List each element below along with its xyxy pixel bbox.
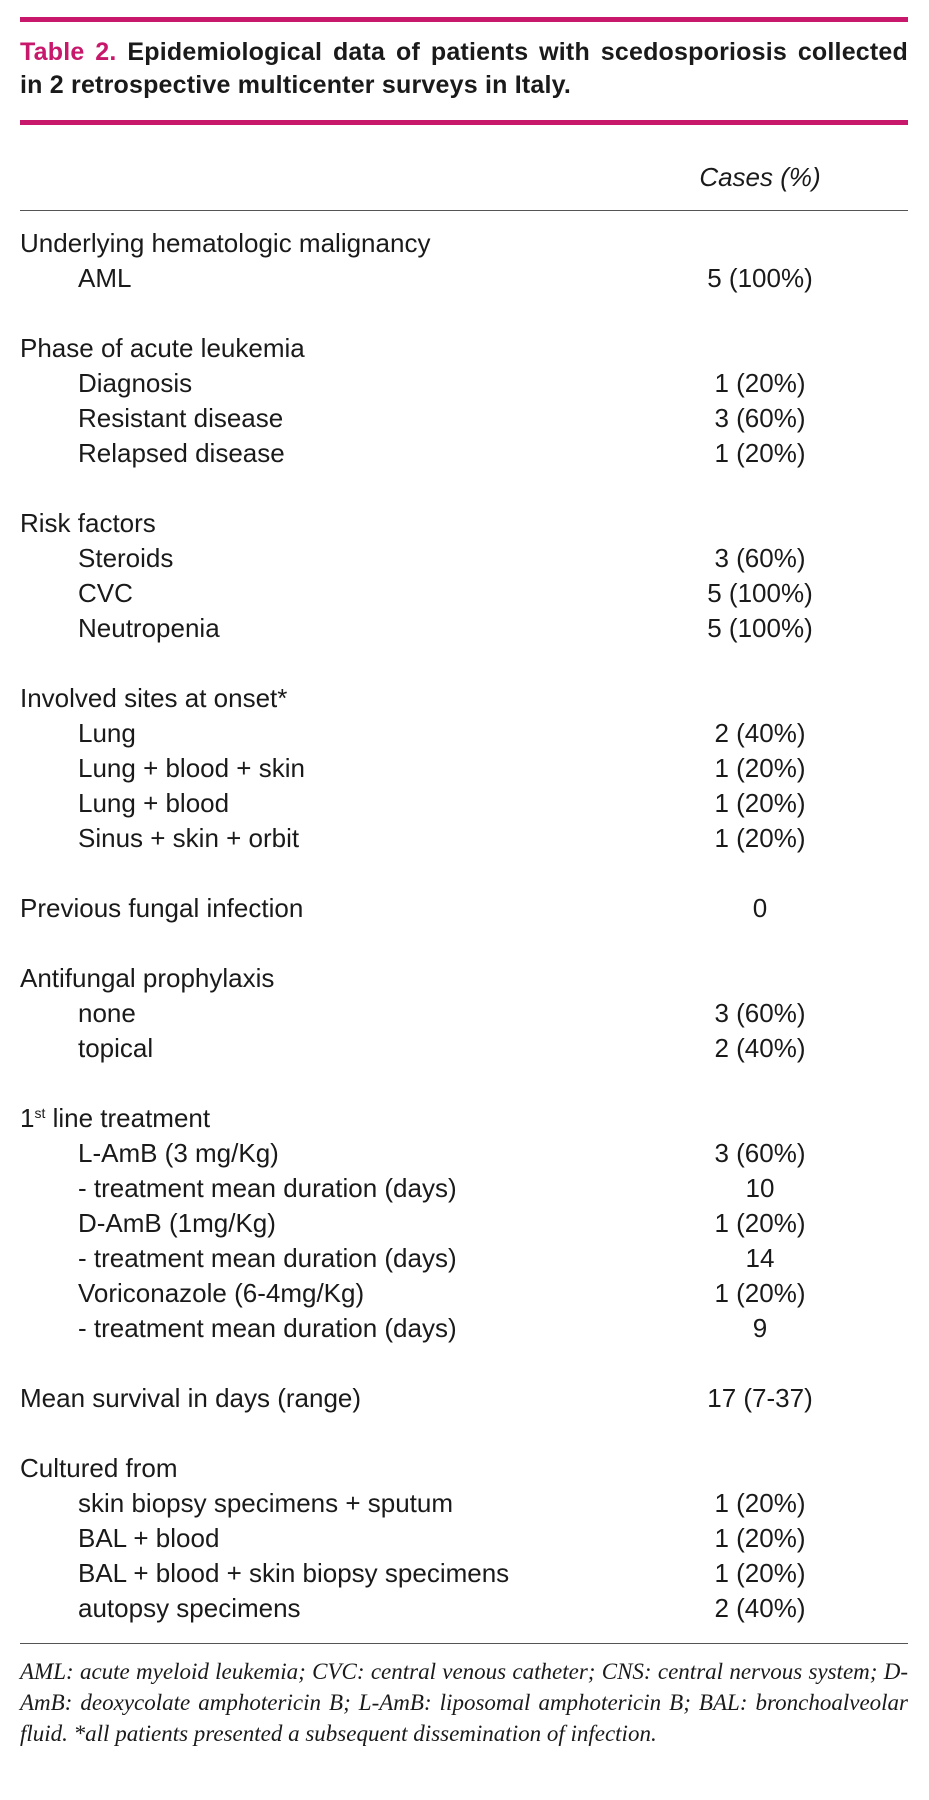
table-row	[20, 261, 908, 296]
row-value: 2 (40%)	[714, 1593, 806, 1623]
section-spacer	[20, 1416, 908, 1451]
caption-top-rule	[20, 17, 908, 22]
row-label: none	[78, 998, 136, 1028]
table-row	[20, 751, 908, 786]
section-title: Mean survival in days (range)	[20, 1383, 362, 1413]
row-value: 1 (20%)	[714, 1278, 806, 1308]
row-value: 5 (100%)	[707, 578, 813, 608]
row-label: Lung	[78, 718, 136, 748]
row-value: 1 (20%)	[714, 788, 806, 818]
section-title: Involved sites at onset*	[20, 683, 288, 713]
table-page	[20, 0, 908, 1800]
row-label: CVC	[78, 578, 133, 608]
row-value: 2 (40%)	[714, 1033, 806, 1063]
row-label: - treatment mean duration (days)	[78, 1313, 457, 1343]
row-label: topical	[78, 1033, 154, 1063]
table-row	[20, 576, 908, 611]
row-value: 3 (60%)	[714, 543, 806, 573]
section-header-row	[20, 891, 908, 926]
table-caption	[20, 36, 908, 102]
section-header-row	[20, 1101, 908, 1136]
row-label: D-AmB (1mg/Kg)	[78, 1208, 276, 1238]
caption-bottom-rule	[20, 120, 908, 125]
table-row	[20, 401, 908, 436]
section-spacer	[20, 471, 908, 506]
table-footnote: AML: acute myeloid leukemia; CVC: central venous catheter; CNS: central nervous system; D-AmB: deoxycolate amphotericin B; L-AmB: liposomal amphotericin B; BAL: bronchoalveolar fluid. *all patients presented a subsequent dissemination of infection.	[20, 1659, 908, 1746]
row-label: Lung + blood	[78, 788, 230, 818]
table-row	[20, 996, 908, 1031]
row-value: 1 (20%)	[714, 823, 806, 853]
table-row	[20, 1241, 908, 1276]
row-label: skin biopsy specimens + sputum	[78, 1488, 454, 1518]
row-value: 10	[745, 1173, 775, 1203]
section-header-row	[20, 331, 908, 366]
row-label: BAL + blood	[78, 1523, 220, 1553]
section-spacer	[20, 1346, 908, 1381]
section-value: 17 (7-37)	[707, 1383, 813, 1413]
table-row	[20, 1206, 908, 1241]
row-value: 1 (20%)	[714, 438, 806, 468]
section-title-text: line treatment	[45, 1103, 211, 1133]
row-label: Steroids	[78, 543, 174, 573]
footer-divider	[20, 1643, 908, 1644]
row-label: Lung + blood + skin	[78, 753, 305, 783]
table-row	[20, 1136, 908, 1171]
row-label: Sinus + skin + orbit	[78, 823, 300, 853]
caption-label: Table 2.	[20, 38, 117, 66]
row-value: 14	[745, 1243, 775, 1273]
section-header-row	[20, 681, 908, 716]
table-row	[20, 786, 908, 821]
row-label: Voriconazole (6-4mg/Kg)	[78, 1278, 365, 1308]
row-value: 9	[752, 1313, 768, 1343]
row-label: Relapsed disease	[78, 438, 285, 468]
section-spacer	[20, 646, 908, 681]
section-header-row	[20, 961, 908, 996]
column-header-cases: Cases (%)	[699, 162, 821, 192]
section-spacer	[20, 926, 908, 961]
section-title-number: 1	[20, 1103, 35, 1133]
section-header-row	[20, 226, 908, 261]
table-row	[20, 1521, 908, 1556]
row-value: 1 (20%)	[714, 753, 806, 783]
table-row	[20, 611, 908, 646]
table-row	[20, 1556, 908, 1591]
section-value: 0	[752, 893, 768, 923]
table-row	[20, 1311, 908, 1346]
section-header-row	[20, 1451, 908, 1486]
row-label: Diagnosis	[78, 368, 193, 398]
section-spacer	[20, 296, 908, 331]
section-title: Phase of acute leukemia	[20, 333, 305, 363]
table-row	[20, 366, 908, 401]
section-header-row	[20, 506, 908, 541]
table-row	[20, 821, 908, 856]
table-row	[20, 1591, 908, 1626]
row-value: 2 (40%)	[714, 718, 806, 748]
row-label: Resistant disease	[78, 403, 284, 433]
table-body	[20, 226, 908, 1626]
row-label: Neutropenia	[78, 613, 220, 643]
section-title: Previous fungal infection	[20, 893, 304, 923]
section-title-ordinal: st	[34, 1105, 46, 1121]
row-value: 5 (100%)	[707, 613, 813, 643]
section-spacer	[20, 856, 908, 891]
row-value: 3 (60%)	[714, 403, 806, 433]
section-title: Underlying hematologic malignancy	[20, 228, 431, 258]
row-label: BAL + blood + skin biopsy specimens	[78, 1558, 510, 1588]
section-spacer	[20, 1066, 908, 1101]
section-title: Cultured from	[20, 1453, 178, 1483]
row-label: - treatment mean duration (days)	[78, 1173, 457, 1203]
header-divider	[20, 210, 908, 211]
table-row	[20, 436, 908, 471]
section-header-row	[20, 1381, 908, 1416]
section-title: Risk factors	[20, 508, 156, 538]
row-label: AML	[78, 263, 132, 293]
row-label: - treatment mean duration (days)	[78, 1243, 457, 1273]
table-row	[20, 1031, 908, 1066]
row-value: 1 (20%)	[714, 368, 806, 398]
caption-text: Epidemiological data of patients with scedosporiosis collected in 2 retrospective multicenter surveys in Italy.	[20, 38, 908, 99]
section-title	[20, 1101, 210, 1136]
row-value: 1 (20%)	[714, 1523, 806, 1553]
table-row	[20, 1171, 908, 1206]
row-value: 1 (20%)	[714, 1488, 806, 1518]
table-row	[20, 716, 908, 751]
row-value: 1 (20%)	[714, 1208, 806, 1238]
row-label: L-AmB (3 mg/Kg)	[78, 1138, 279, 1168]
section-title: Antifungal prophylaxis	[20, 963, 275, 993]
row-label: autopsy specimens	[78, 1593, 301, 1623]
row-value: 1 (20%)	[714, 1558, 806, 1588]
row-value: 5 (100%)	[707, 263, 813, 293]
row-value: 3 (60%)	[714, 998, 806, 1028]
table-row	[20, 1276, 908, 1311]
row-value: 3 (60%)	[714, 1138, 806, 1168]
table-row	[20, 1486, 908, 1521]
table-row	[20, 541, 908, 576]
